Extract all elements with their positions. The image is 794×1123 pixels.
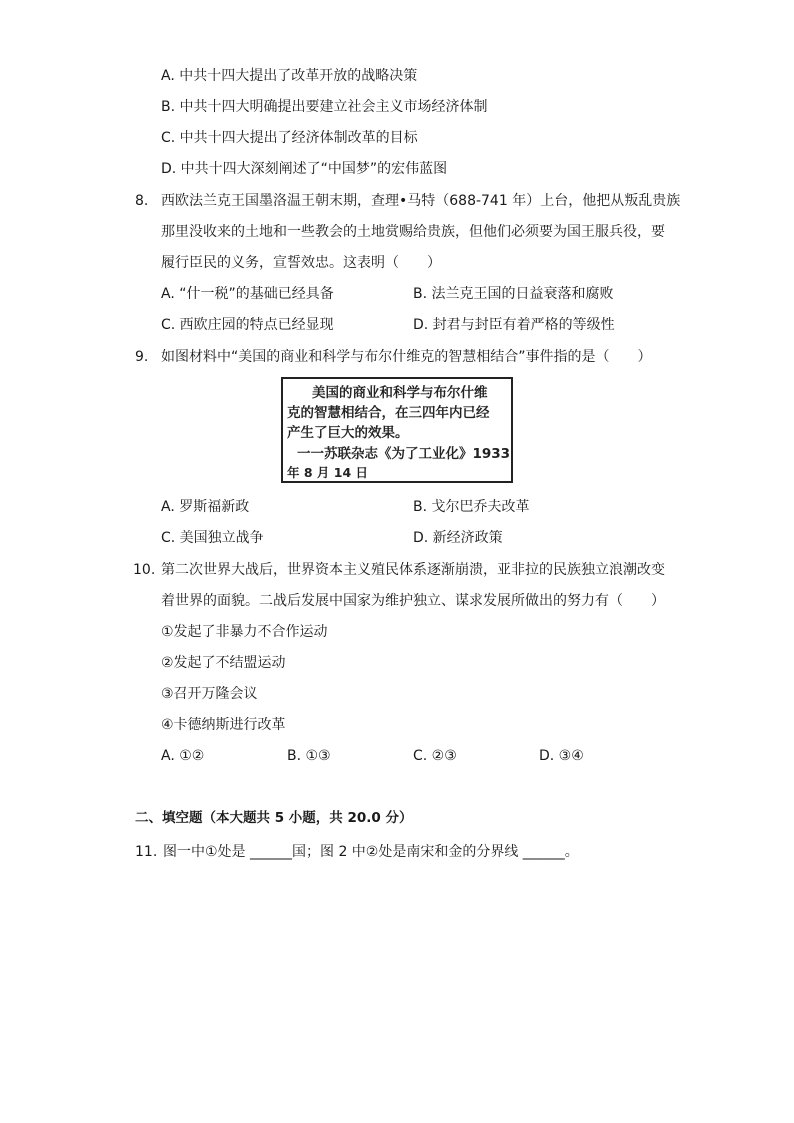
q10-option-a: A. ①② [161,748,205,764]
q9-option-b: B. 戈尔巴乔夫改革 [413,499,530,515]
q8-option-a: A. “什一税”的基础已经具备 [161,286,334,302]
q9-number: 9. [135,349,149,365]
q10-option-b: B. ①③ [287,748,331,764]
quote-line-2: 克的智慧相结合，在三四年内已经 [287,405,490,421]
q8-stem-line-1: 西欧法兰克王国墨洛温王朝末期，查理•马特（688-741 年）上台，他把从叛乱贵族 [161,193,681,209]
q8-stem-line-3: 履行臣民的义务，宣誓效忠。这表明（ ） [161,255,441,271]
q9-option-a: A. 罗斯福新政 [161,499,250,515]
q9-stem: 如图材料中“美国的商业和科学与布尔什维克的智慧相结合”事件指的是（ ） [161,349,652,365]
q10-item-1: ①发起了非暴力不合作运动 [161,624,328,640]
q7-option-c: C. 中共十四大提出了经济体制改革的目标 [161,130,418,146]
quote-line-3: 产生了巨大的效果。 [287,425,409,441]
quote-line-1: 美国的商业和科学与布尔什维 [312,385,488,401]
q9-option-c: C. 美国独立战争 [161,530,264,546]
q10-option-d: D. ③④ [539,748,584,764]
section-title-fill-in: 二、填空题（本大题共 5 小题，共 20.0 分） [135,810,413,826]
q8-option-b: B. 法兰克王国的日益衰落和腐败 [413,286,614,302]
q10-stem-line-1: 第二次世界大战后，世界资本主义殖民体系逐渐崩溃，亚非拉的民族独立浪潮改变 [161,562,665,578]
q10-item-2: ②发起了不结盟运动 [161,655,286,671]
q10-stem-line-2: 着世界的面貌。二战后发展中国家为维护独立、谋求发展所做出的努力有（ ） [161,593,665,609]
q7-option-a: A. 中共十四大提出了改革开放的战略决策 [161,68,418,84]
q9-option-d: D. 新经济政策 [413,530,503,546]
q11-text: 图一中①处是 ______国；图 2 中②处是南宋和金的分界线 ______。 [163,844,579,860]
q7-option-d: D. 中共十四大深刻阐述了“中国梦”的宏伟蓝图 [161,161,448,177]
q8-option-c: C. 西欧庄园的特点已经显现 [161,317,334,333]
q7-option-b: B. 中共十四大明确提出要建立社会主义市场经济体制 [161,99,488,115]
q10-item-3: ③召开万隆会议 [161,686,258,702]
q10-option-c: C. ②③ [413,748,457,764]
q8-number: 8. [135,193,149,209]
q10-number: 10. [133,562,156,578]
q10-item-4: ④卡德纳斯进行改革 [161,717,286,733]
q8-stem-line-2: 那里没收来的土地和一些教会的土地赏赐给贵族，但他们必须要为国王服兵役，要 [161,224,665,240]
q8-option-d: D. 封君与封臣有着严格的等级性 [413,317,615,333]
quote-line-5: 年 8 月 14 日 [287,465,368,480]
quote-line-4: 一一苏联杂志《为了工业化》1933 [297,446,511,462]
q11-number: 11. [135,844,158,860]
quote-figure [281,377,513,483]
